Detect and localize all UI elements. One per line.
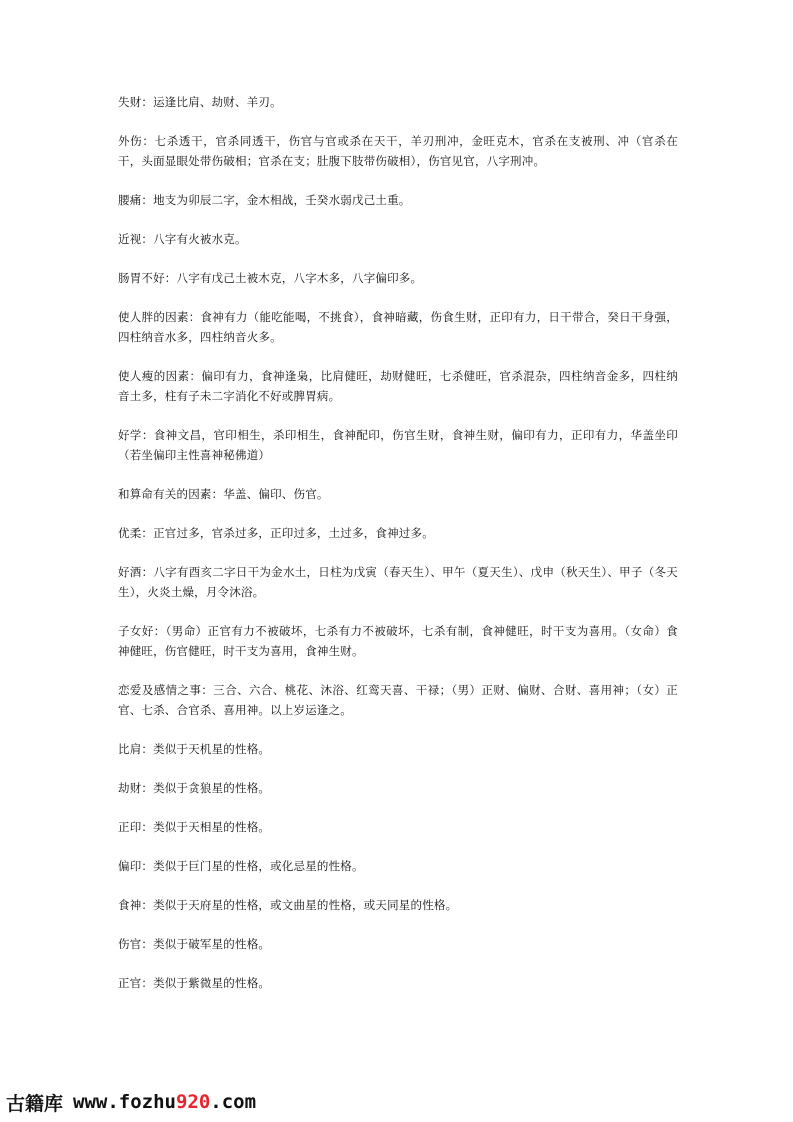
paragraph-stomach: 肠胃不好：八字有戊己土被木克，八字木多，八字偏印多。 — [118, 271, 423, 285]
paragraph-back-pain: 腰痛：地支为卯辰二字，金木相战，壬癸水弱戊己土重。 — [118, 193, 411, 207]
url-suffix: .com — [210, 1091, 257, 1113]
paragraph-shangguan: 伤官：类似于破军星的性格。 — [118, 937, 271, 951]
url-prefix: www.fozhu — [73, 1091, 176, 1113]
paragraph-bijian: 比肩：类似于天机星的性格。 — [118, 742, 271, 756]
document-body — [118, 92, 678, 1012]
paragraph-children: 子女好：（男命）正官有力不被破坏，七杀有力不被破坏，七杀有制，食神健旺，时干支为喜用。（女命）食神健旺，伤官健旺，时干支为喜用，食神生财。 — [118, 624, 678, 658]
paragraph-fat-factors: 使人胖的因素：食神有力（能吃能喝，不挑食），食神暗藏，伤食生财，正印有力，日干带合，癸日干身强，四柱纳音水多，四柱纳音火多。 — [118, 310, 678, 344]
paragraph-romance: 恋爱及感情之事：三合、六合、桃花、沐浴、红鸾天喜、干禄；（男）正财、偏财、合财、喜用神；（女）正官、七杀、合官杀、喜用神。以上岁运逢之。 — [118, 683, 678, 717]
paragraph-pianyin: 偏印：类似于巨门星的性格，或化忌星的性格。 — [118, 859, 364, 873]
paragraph-shishen: 食神：类似于天府星的性格，或文曲星的性格，或天同星的性格。 — [118, 898, 458, 912]
paragraph-studious: 好学：食神文昌，官印相生，杀印相生，食神配印，伤官生财，食神生财，偏印有力，正印有力，华盖坐印（若坐偏印主性喜神秘佛道） — [118, 428, 678, 462]
brand-name: 古籍库 — [6, 1092, 64, 1115]
footer-watermark — [6, 1086, 256, 1118]
paragraph-zhengyin: 正印：类似于天相星的性格。 — [118, 820, 271, 834]
paragraph-fortune-telling: 和算命有关的因素：华盖、偏印、伤官。 — [118, 487, 329, 501]
paragraph-myopia: 近视：八字有火被水克。 — [118, 232, 247, 246]
paragraph-lost-wealth: 失财：运逢比肩、劫财、羊刃。 — [118, 95, 282, 109]
paragraph-external-injury: 外伤：七杀透干，官杀同透干，伤官与官或杀在天干，羊刃刑冲，金旺克木，官杀在支被刑、冲（官杀在干，头面显眼处带伤破相；官杀在支；肚腹下肢带伤破相），伤官见官，八字刑冲。 — [118, 134, 678, 168]
paragraph-drinking: 好酒：八字有酉亥二字日干为金水土，日柱为戊寅（春天生）、甲午（夏天生）、戊申（秋天生）、甲子（冬天生），火炎土燥，月令沐浴。 — [118, 565, 678, 599]
paragraph-indecisive: 优柔：正官过多，官杀过多，正印过多，土过多，食神过多。 — [118, 526, 434, 540]
paragraph-jiecai: 劫财：类似于贪狼星的性格。 — [118, 781, 271, 795]
paragraph-thin-factors: 使人瘦的因素：偏印有力，食神逢枭，比肩健旺，劫财健旺，七杀健旺，官杀混杂，四柱纳音金多，四柱纳音土多，柱有子未二字消化不好或脾胃病。 — [118, 369, 678, 403]
paragraph-zhengguan: 正官：类似于紫微星的性格。 — [118, 976, 271, 990]
url-number: 920 — [175, 1091, 211, 1113]
